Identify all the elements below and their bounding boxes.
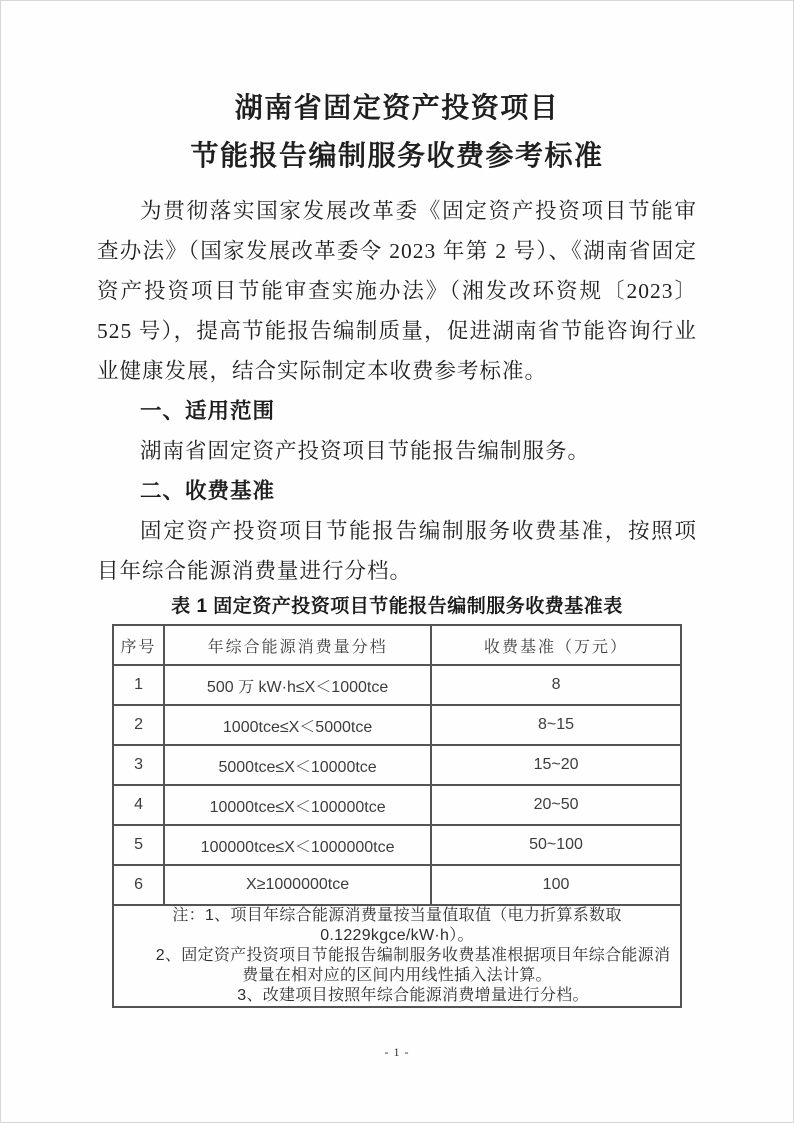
- page-title: [97, 85, 697, 181]
- table-header-row: [113, 625, 681, 665]
- section-1-heading: 一、适用范围: [140, 399, 276, 423]
- row-index-cell: 4: [113, 785, 164, 825]
- table-note: 注：1、项目年综合能源消费量按当量值取值（电力折算系数取 0.1229kgce/kW·h）。: [172, 907, 622, 944]
- row-index-cell: 1: [113, 665, 164, 705]
- table-row: [113, 825, 681, 865]
- page-number: - 1 -: [384, 1045, 410, 1059]
- consumption-range-cell: 5000tce≤X＜10000tce: [164, 745, 431, 785]
- fee-basis-cell: 8: [431, 665, 681, 705]
- table-notes-row: [113, 905, 681, 1007]
- table-notes: [113, 905, 681, 1007]
- page-title-line-2: 节能报告编制服务收费参考标准: [190, 141, 604, 172]
- row-index-cell: 2: [113, 705, 164, 745]
- consumption-range-cell: 100000tce≤X＜1000000tce: [164, 825, 431, 865]
- fee-basis-cell: 20~50: [431, 785, 681, 825]
- table-row: [113, 705, 681, 745]
- section-1-body: 湖南省固定资产投资项目节能报告编制服务。: [140, 439, 591, 463]
- page-title-line-1: 湖南省固定资产投资项目: [234, 93, 560, 124]
- fee-basis-cell: 15~20: [431, 745, 681, 785]
- section-2-heading: 二、收费基准: [140, 479, 276, 503]
- section-2-body: 固定资产投资项目节能报告编制服务收费基准，按照项目年综合能源消费量进行分档。: [97, 519, 697, 583]
- fee-basis-cell: 8~15: [431, 705, 681, 745]
- consumption-range-cell: 1000tce≤X＜5000tce: [164, 705, 431, 745]
- column-header-consumption-range: 年综合能源消费量分档: [164, 625, 431, 665]
- table-note: 2、固定资产投资项目节能报告编制服务收费基准根据项目年综合能源消费量在相对应的区间内用线性插入法计算。: [155, 947, 671, 984]
- column-header-index: 序号: [113, 625, 164, 665]
- consumption-range-cell: 10000tce≤X＜100000tce: [164, 785, 431, 825]
- table-note: 3、改建项目按照年综合能源消费增量进行分档。: [237, 987, 589, 1004]
- column-header-fee-basis: 收费基准（万元）: [431, 625, 681, 665]
- table-row: [113, 785, 681, 825]
- consumption-range-cell: X≥1000000tce: [164, 865, 431, 905]
- table-row: [113, 745, 681, 785]
- row-index-cell: 5: [113, 825, 164, 865]
- consumption-range-cell: 500 万 kW·h≤X＜1000tce: [164, 665, 431, 705]
- table-row: [113, 865, 681, 905]
- table-caption: 表 1 固定资产投资项目节能报告编制服务收费基准表: [171, 596, 623, 617]
- fee-standard-table: [112, 624, 682, 1008]
- fee-basis-cell: 50~100: [431, 825, 681, 865]
- row-index-cell: 3: [113, 745, 164, 785]
- table-row: [113, 665, 681, 705]
- fee-basis-cell: 100: [431, 865, 681, 905]
- row-index-cell: 6: [113, 865, 164, 905]
- intro-paragraph: 为贯彻落实国家发展改革委《固定资产投资项目节能审查办法》（国家发展改革委令 2023 年第 2 号）、《湖南省固定资产投资项目节能审查实施办法》（湘发改环资规〔2023〕525 号），提高节能报告编制质量，促进湖南省节能咨询行业业健康发展，结合实际制定本收费参考标准。: [97, 199, 697, 383]
